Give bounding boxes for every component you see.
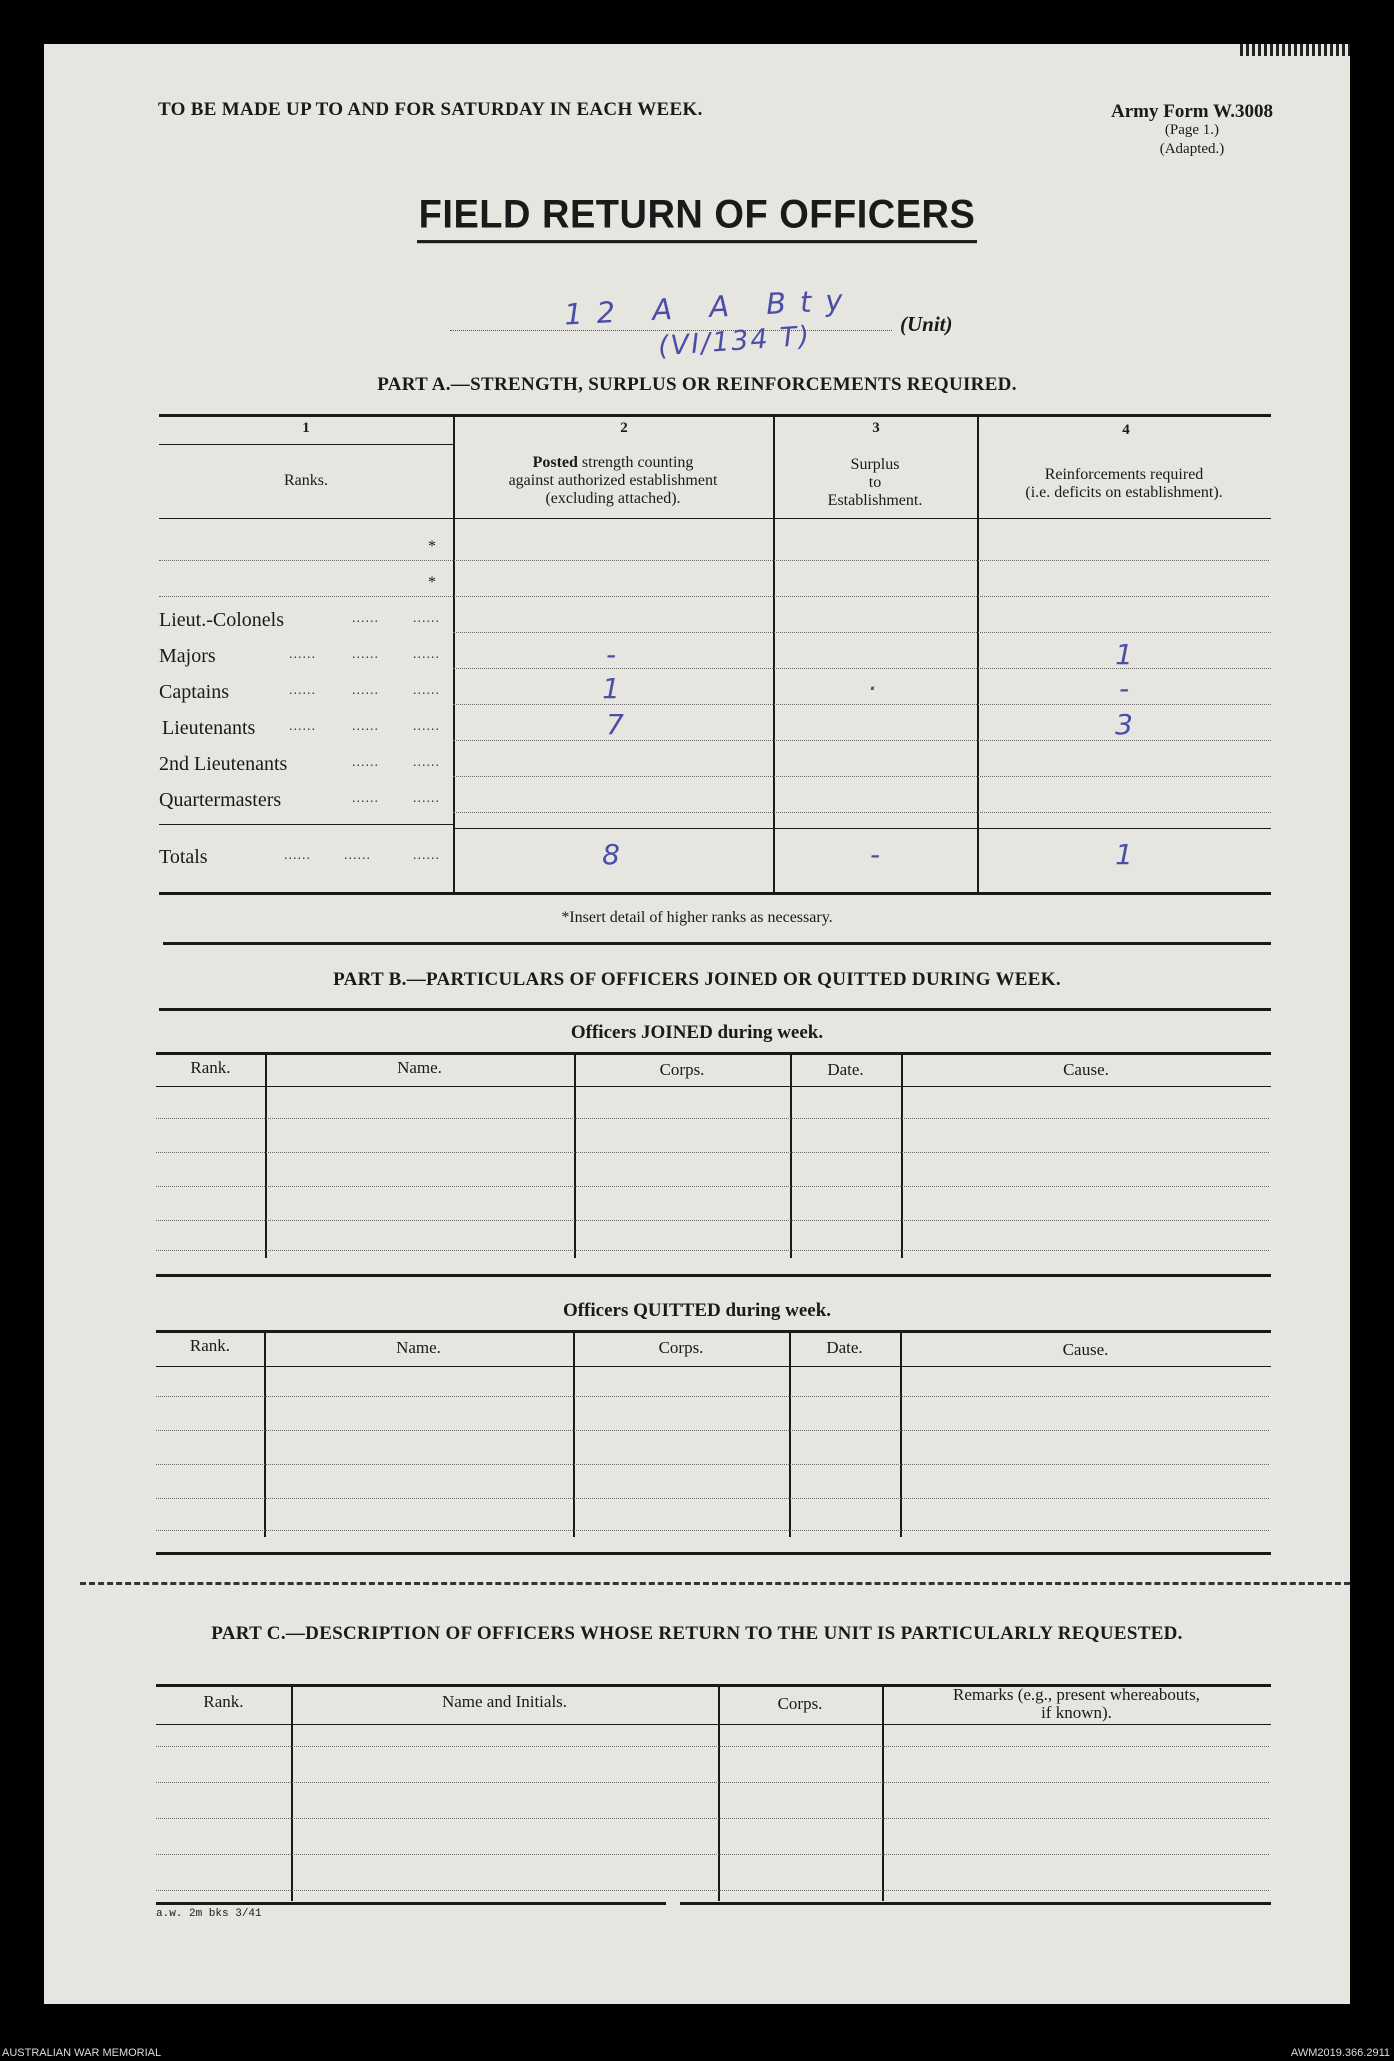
quitted-col-corps: Corps. xyxy=(658,1338,704,1357)
form-identifier xyxy=(1111,102,1273,159)
row-leader-captains-3: ...... xyxy=(413,683,440,698)
reinf-lieutenants-value: 3 xyxy=(1115,708,1133,741)
part-c-col-corps: Corps. xyxy=(777,1694,823,1713)
col-number-3: 3 xyxy=(872,420,880,436)
row-leader-totals-1: ...... xyxy=(284,848,311,863)
surplus-header-line3: Establishment. xyxy=(827,492,923,509)
row-leader-2nd-lt-2: ...... xyxy=(352,755,379,770)
surplus-header xyxy=(773,456,977,510)
rank-2nd-lieutenants: 2nd Lieutenants xyxy=(159,753,288,775)
unit-handwritten-sub: (VI/134 T) xyxy=(657,320,813,363)
part-c-remarks-line1: Remarks (e.g., present whereabouts, xyxy=(953,1685,1200,1704)
posted-total-value: 8 xyxy=(602,838,620,871)
quitted-heading: Officers QUITTED during week. xyxy=(562,1300,832,1321)
joined-col-date: Date. xyxy=(827,1060,864,1079)
part-c-heading: PART C.—DESCRIPTION OF OFFICERS WHOSE RETURN TO THE UNIT IS PARTICULARLY REQUESTED. xyxy=(211,1623,1183,1644)
row-leader-majors-1: ...... xyxy=(289,647,316,662)
posted-header xyxy=(453,454,773,508)
posted-header-line2: against authorized establishment xyxy=(508,472,718,489)
row-leader-captains-2: ...... xyxy=(352,683,379,698)
joined-heading: Officers JOINED during week. xyxy=(570,1022,824,1043)
posted-majors-value: - xyxy=(605,638,617,671)
posted-header-line1 xyxy=(453,454,773,472)
row-leader-lieutenants-2: ...... xyxy=(352,719,379,734)
rank-captains: Captains xyxy=(159,681,229,703)
posted-header-bold: Posted xyxy=(532,454,578,471)
perforation-line xyxy=(80,1582,1350,1585)
form-page-label: (Page 1.) xyxy=(1164,122,1220,138)
reinf-captains-value: - xyxy=(1118,672,1130,705)
part-c-remarks-line2: if known). xyxy=(1041,1703,1112,1722)
col-number-2: 2 xyxy=(620,420,628,436)
page-title-text: FIELD RETURN OF OFFICERS xyxy=(417,193,978,243)
form-page xyxy=(44,44,1350,2004)
posted-header-rest: strength counting xyxy=(577,454,694,471)
surplus-header-line2: to xyxy=(868,474,882,491)
higher-rank-star-2: * xyxy=(428,574,436,591)
row-leader-lieutenants-1: ...... xyxy=(289,719,316,734)
row-leader-totals-2: ...... xyxy=(344,848,371,863)
form-number: Army Form W.3008 xyxy=(1110,101,1273,122)
row-leader-lt-col-2: ...... xyxy=(352,611,379,626)
joined-col-name: Name. xyxy=(397,1058,442,1077)
quitted-col-rank: Rank. xyxy=(189,1336,231,1355)
rank-lieutenants: Lieutenants xyxy=(162,717,256,739)
insert-detail-note: *Insert detail of higher ranks as necessary. xyxy=(561,909,833,926)
posted-lieutenants-value: 7 xyxy=(606,708,624,741)
part-c-col-name: Name and Initials. xyxy=(441,1692,568,1711)
form-adapted-label: (Adapted.) xyxy=(1159,141,1225,157)
quitted-col-name: Name. xyxy=(396,1338,441,1357)
rank-quartermasters: Quartermasters xyxy=(159,789,282,811)
surplus-captains-value: · xyxy=(867,672,877,705)
reinforcements-header-line1: Reinforcements required xyxy=(1044,466,1204,483)
row-leader-majors-2: ...... xyxy=(352,647,379,662)
row-leader-2nd-lt-3: ...... xyxy=(413,755,440,770)
reinf-total-value: 1 xyxy=(1115,838,1133,871)
totals-label: Totals xyxy=(159,846,208,868)
rank-lieut-colonels: Lieut.-Colonels xyxy=(159,609,284,631)
part-c-col-rank: Rank. xyxy=(203,1692,244,1711)
part-a-bottom-rule xyxy=(163,942,1271,945)
print-code: a.w. 2m bks 3/41 xyxy=(156,1908,262,1920)
unit-label: (Unit) xyxy=(900,312,953,336)
archive-credit: AUSTRALIAN WAR MEMORIAL xyxy=(2,2047,162,2059)
row-leader-qm-2: ...... xyxy=(352,791,379,806)
part-a-heading: PART A.—STRENGTH, SURPLUS OR REINFORCEMENTS REQUIRED. xyxy=(377,374,1017,395)
reinf-majors-value: 1 xyxy=(1115,638,1133,671)
quitted-col-date: Date. xyxy=(826,1338,863,1357)
joined-col-cause: Cause. xyxy=(1063,1060,1109,1079)
reinforcements-header xyxy=(977,466,1271,502)
quitted-col-cause: Cause. xyxy=(1062,1340,1109,1359)
reinforcements-header-line2: (i.e. deficits on establishment). xyxy=(1025,484,1223,501)
tape-edge xyxy=(1240,44,1350,56)
row-leader-lieutenants-3: ...... xyxy=(413,719,440,734)
ranks-header: Ranks. xyxy=(284,472,328,489)
joined-col-rank: Rank. xyxy=(190,1058,231,1077)
row-leader-majors-3: ...... xyxy=(413,647,440,662)
part-b-heading: PART B.—PARTICULARS OF OFFICERS JOINED OR QUITTED DURING WEEK. xyxy=(333,969,1061,990)
row-leader-totals-3: ...... xyxy=(413,848,440,863)
surplus-total-value: - xyxy=(869,838,881,871)
part-c-col-remarks xyxy=(882,1686,1271,1722)
row-leader-captains-1: ...... xyxy=(289,683,316,698)
row-leader-lt-col-3: ...... xyxy=(413,611,440,626)
col-number-4: 4 xyxy=(1122,422,1130,438)
higher-rank-star-1: * xyxy=(428,538,436,555)
col-number-1: 1 xyxy=(302,420,310,436)
archive-accession-number: AWM2019.366.2911 xyxy=(1290,2047,1390,2059)
posted-header-line3: (excluding attached). xyxy=(545,490,681,507)
unit-handwritten: 12 A A Bty xyxy=(563,282,858,332)
part-b-top-rule xyxy=(159,1008,1271,1011)
instruction-text: TO BE MADE UP TO AND FOR SATURDAY IN EACH WEEK. xyxy=(158,99,703,120)
page-title xyxy=(44,194,1350,242)
posted-captains-value: 1 xyxy=(602,672,620,705)
rank-majors: Majors xyxy=(159,645,216,667)
row-leader-qm-3: ...... xyxy=(413,791,440,806)
surplus-header-line1: Surplus xyxy=(850,456,900,473)
joined-col-corps: Corps. xyxy=(659,1060,705,1079)
